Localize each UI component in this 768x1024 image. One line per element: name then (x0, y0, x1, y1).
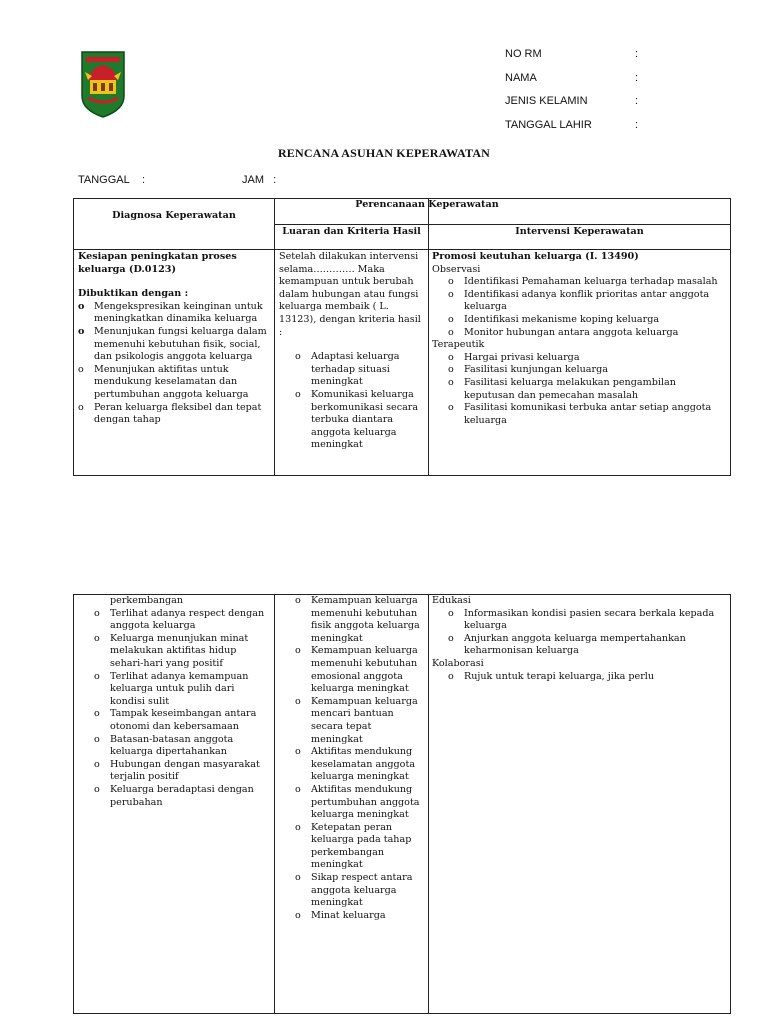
header-luaran: Luaran dan Kriteria Hasil (282, 226, 421, 237)
list-item: o Identifikasi adanya konflik prioritas antar anggota keluarga (464, 289, 727, 314)
list-item: o Rujuk untuk terapi keluarga, jika perlu (464, 671, 727, 684)
list-item: o Keluarga menunjukan minat melakukan aktifitas hidup sehari-hari yang positif (110, 633, 270, 671)
list-item: o Fasilitasi keluarga melakukan pengambilan keputusan dan pemecahan masalah (464, 377, 727, 402)
list-item: o Aktifitas mendukung pertumbuhan anggota keluarga meningkat (311, 784, 425, 822)
list-item: o Aktifitas mendukung keselamatan anggota keluarga meningkat (311, 746, 425, 784)
intervensi-column (428, 199, 730, 475)
terapeutik-label: Terapeutik (432, 339, 485, 351)
list-item: o Kemampuan keluarga memenuhi kebutuhan fisik anggota keluarga meningkat (311, 595, 425, 645)
jenis-kelamin-colon: : (635, 95, 639, 107)
list-item: o Peran keluarga fleksibel dan tepat dengan tahap (94, 402, 270, 427)
diagnosa-title: Kesiapan peningkatan proses keluarga (D.0123) (78, 251, 237, 275)
nama-colon: : (635, 71, 639, 84)
regency-logo (80, 50, 126, 118)
list-item: o Komunikasi keluarga berkomunikasi secara terbuka diantara anggota keluarga meningkat (311, 389, 425, 452)
list-item: o Anjurkan anggota keluarga mempertahankan keharmonisan keluarga (464, 633, 727, 658)
list-item: o Terlihat adanya respect dengan anggota keluarga (110, 608, 270, 633)
patient-info (505, 48, 655, 142)
observasi-label: Observasi (432, 263, 481, 275)
luaran-column-cont (274, 595, 428, 1013)
list-item: o Sikap respect antara anggota keluarga meningkat (311, 872, 425, 910)
intervensi-title: Promosi keutuhan keluarga (I. 13490) (432, 251, 639, 262)
header-diagnosa: Diagnosa Keperawatan (112, 210, 236, 221)
list-item: o Tampak keseimbangan antara otonomi dan kebersamaan (110, 708, 270, 733)
list-item: o Menunjukan fungsi keluarga dalam memenuhi kebutuhan fisik, social, dan psikologis anggota keluarga (94, 326, 270, 364)
no-rm-label: NO RM (505, 48, 542, 60)
intervensi-column-cont (428, 595, 730, 1013)
diagnosa-column (74, 199, 274, 475)
list-item: o Minat keluarga (311, 910, 425, 923)
list-item: o Hargai privasi keluarga (464, 352, 727, 365)
list-item: o Hubungan dengan masyarakat terjalin positif (110, 759, 270, 784)
document-title: RENCANA ASUHAN KEPERAWATAN (277, 146, 491, 160)
tanggal-lahir-colon: : (635, 118, 639, 131)
edukasi-label: Edukasi (432, 595, 471, 606)
list-item: o Identifikasi mekanisme koping keluarga (464, 314, 727, 327)
list-item: o Kemampuan keluarga memenuhi kebutuhan emosional anggota keluarga meningkat (311, 645, 425, 695)
jam-label: JAM : (242, 174, 277, 186)
list-item: o Terlihat adanya kemampuan keluarga untuk pulih dari kondisi sulit (110, 671, 270, 709)
list-item: o Kemampuan keluarga mencari bantuan secara tepat meningkat (311, 696, 425, 746)
kolaborasi-label: Kolaborasi (432, 657, 484, 669)
diagnosa-column-cont (74, 595, 274, 1013)
list-item: o Fasilitasi komunikasi terbuka antar setiap anggota keluarga (464, 402, 727, 427)
no-rm-colon: : (635, 48, 639, 60)
header-intervensi: Intervensi Keperawatan (515, 226, 644, 237)
list-item: o Adaptasi keluarga terhadap situasi meningkat (311, 351, 425, 389)
luaran-intro: Setelah dilakukan intervensi selama…………. Maka kemampuan untuk berubah dalam hubungan atau fungsi keluarga membaik ( L. 13123), dengan kriteria hasil : (279, 251, 421, 338)
list-item: o Ketepatan peran keluarga pada tahap perkembangan meningkat (311, 822, 425, 872)
jenis-kelamin-label: JENIS KELAMIN (505, 95, 588, 107)
care-plan-table-page-1 (73, 198, 731, 476)
list-item: o Identifikasi Pemahaman keluarga terhadap masalah (464, 276, 727, 289)
list-item: o Menunjukan aktifitas untuk mendukung keselamatan dan pertumbuhan anggota keluarga (94, 364, 270, 402)
list-item: o Fasilitasi kunjungan keluarga (464, 364, 727, 377)
care-plan-table-page-2 (73, 594, 731, 1014)
nama-label: NAMA (505, 71, 537, 84)
dibuktikan-label: Dibuktikan dengan : (78, 288, 189, 300)
tanggal-lahir-label: TANGGAL LAHIR (505, 118, 592, 131)
list-item: o Keluarga beradaptasi dengan perubahan (110, 784, 270, 809)
list-item: o Informasikan kondisi pasien secara berkala kepada keluarga (464, 608, 727, 633)
list-item: o Batasan-batasan anggota keluarga dipertahankan (110, 734, 270, 759)
diagnosa-continuation: perkembangan (110, 595, 184, 606)
list-item: o Mengekspresikan keinginan untuk meningkatkan dinamika keluarga (94, 301, 270, 326)
tanggal-label: TANGGAL : (78, 174, 146, 186)
header-perencanaan: Perencanaan Keperawatan (355, 199, 499, 210)
list-item: o Monitor hubungan antara anggota keluarga (464, 327, 727, 340)
